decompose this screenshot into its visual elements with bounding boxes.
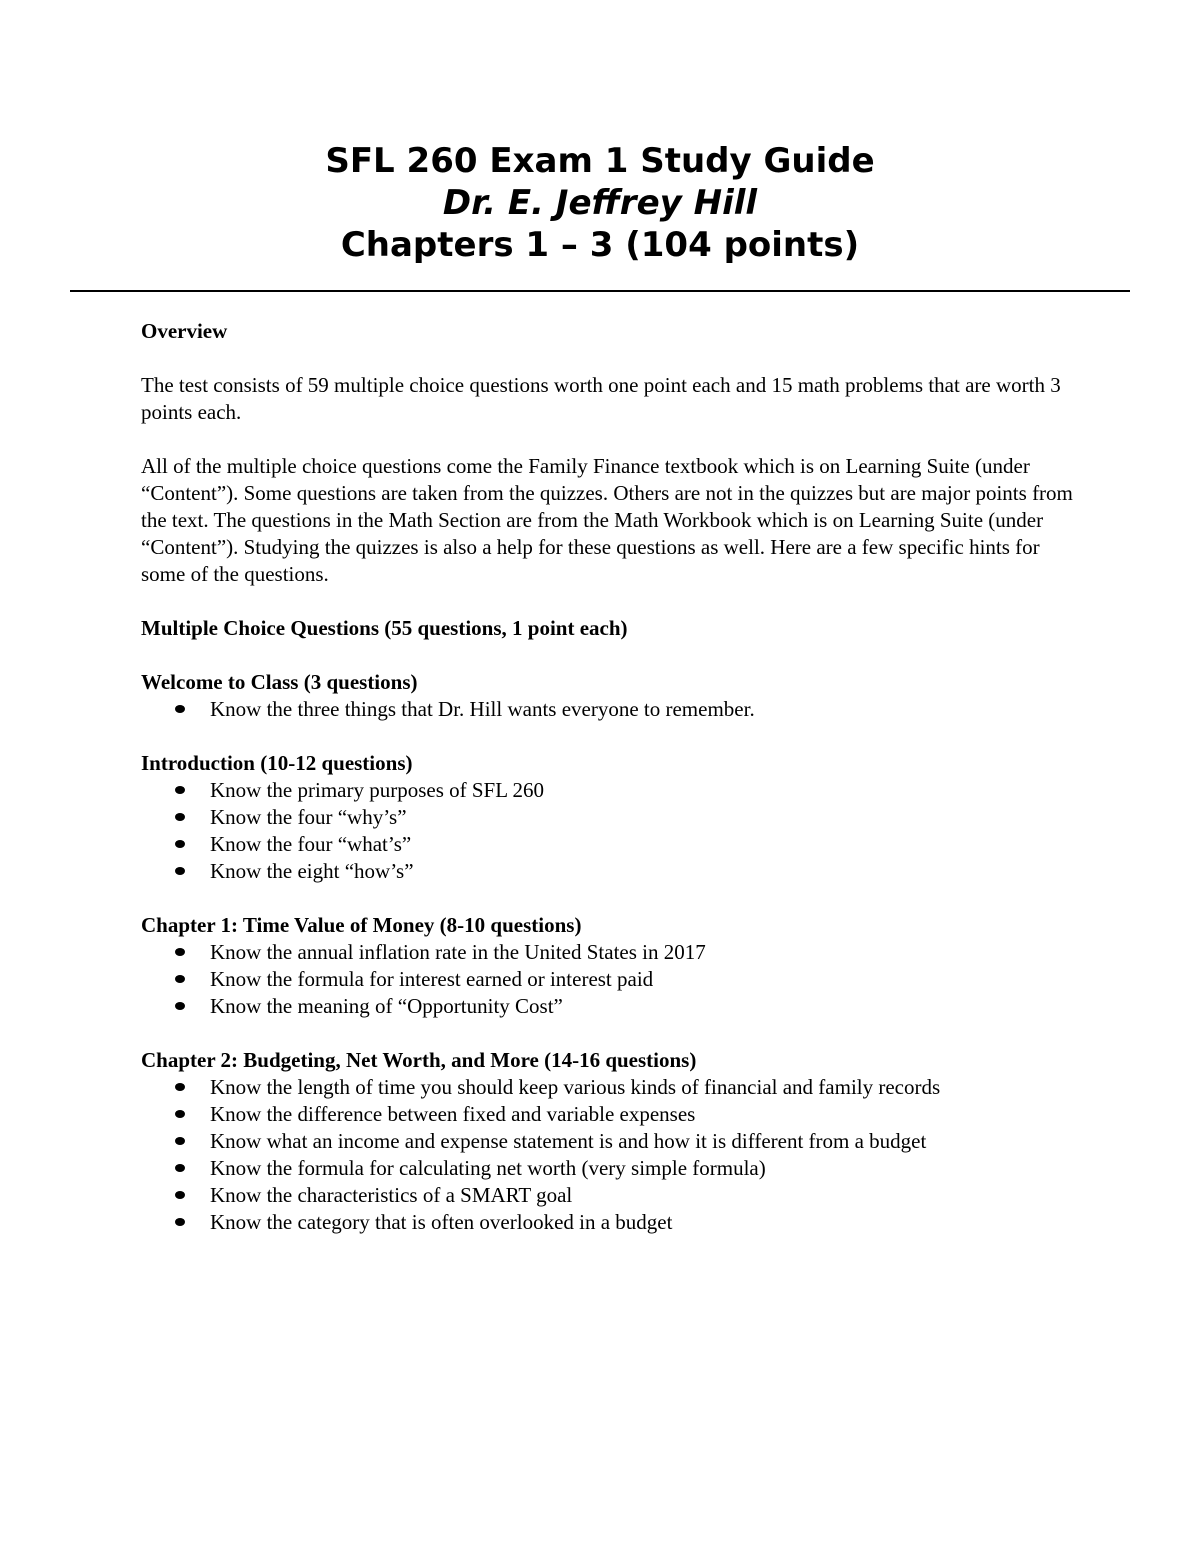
list-item-text: Know the annual inflation rate in the United States in 2017: [210, 940, 706, 964]
list-item: [141, 696, 1081, 723]
list-item: [141, 1155, 1081, 1182]
list-item: [141, 939, 1081, 966]
list-item-text: Know what an income and expense statement is and how it is different from a budget: [210, 1129, 927, 1153]
list-item: [141, 1101, 1081, 1128]
bullet-icon: [175, 1191, 185, 1199]
document-body: [141, 318, 1081, 1263]
topic-section: [141, 750, 1081, 885]
list-item: [141, 966, 1081, 993]
header-divider: [70, 290, 1130, 292]
bullet-icon: [175, 1083, 185, 1091]
section-heading: Chapter 2: Budgeting, Net Worth, and More (14-16 questions): [141, 1048, 697, 1072]
bullet-icon: [175, 948, 185, 956]
list-item-text: Know the eight “how’s”: [210, 859, 414, 883]
list-item-text: Know the length of time you should keep various kinds of financial and family records: [210, 1075, 941, 1099]
list-item: [141, 804, 1081, 831]
list-item-text: Know the primary purposes of SFL 260: [210, 778, 545, 802]
bullet-icon: [175, 1218, 185, 1226]
bullet-list: [141, 939, 1081, 1020]
overview-paragraph-2: All of the multiple choice questions come the Family Finance textbook which is on Learning Suite (under “Content”). Some questions are taken from the quizzes. Others are not in the quizzes but are major points from the text. The questions in the Math Section are from the Math Workbook which is on Learning Suite (under “Content”). Studying the quizzes is also a help for these questions as well. Here are a few specific hints for some of the questions.: [141, 454, 1073, 586]
section-heading: Chapter 1: Time Value of Money (8-10 questions): [141, 913, 582, 937]
list-item-text: Know the category that is often overlooked in a budget: [210, 1210, 673, 1234]
bullet-icon: [175, 840, 185, 848]
list-item: [141, 831, 1081, 858]
bullet-icon: [175, 1164, 185, 1172]
bullet-icon: [175, 975, 185, 983]
bullet-icon: [175, 1002, 185, 1010]
topic-sections: [141, 669, 1081, 1236]
document-header: [0, 140, 1200, 266]
topic-section: [141, 912, 1081, 1020]
topic-section: [141, 1047, 1081, 1236]
list-item: [141, 1074, 1081, 1101]
list-item-text: Know the characteristics of a SMART goal: [210, 1183, 573, 1207]
bullet-icon: [175, 813, 185, 821]
bullet-icon: [175, 867, 185, 875]
document-title: SFL 260 Exam 1 Study Guide: [325, 141, 875, 181]
bullet-icon: [175, 786, 185, 794]
list-item: [141, 1182, 1081, 1209]
section-heading: Welcome to Class (3 questions): [141, 670, 418, 694]
bullet-list: [141, 1074, 1081, 1236]
author-name: Dr. E. Jeffrey Hill: [442, 183, 758, 223]
section-heading: Introduction (10-12 questions): [141, 751, 413, 775]
list-item: [141, 777, 1081, 804]
list-item: [141, 1128, 1081, 1155]
chapters-subtitle: Chapters 1 – 3 (104 points): [340, 225, 860, 265]
bullet-list: [141, 777, 1081, 885]
list-item-text: Know the difference between fixed and variable expenses: [210, 1102, 696, 1126]
bullet-icon: [175, 705, 185, 713]
bullet-list: [141, 696, 1081, 723]
list-item-text: Know the formula for calculating net worth (very simple formula): [210, 1156, 766, 1180]
list-item: [141, 1209, 1081, 1236]
topic-section: [141, 669, 1081, 723]
list-item-text: Know the meaning of “Opportunity Cost”: [210, 994, 563, 1018]
list-item-text: Know the formula for interest earned or interest paid: [210, 967, 654, 991]
bullet-icon: [175, 1137, 185, 1145]
list-item: [141, 993, 1081, 1020]
overview-paragraph-1: The test consists of 59 multiple choice questions worth one point each and 15 math problems that are worth 3 points each.: [141, 373, 1061, 424]
overview-heading: Overview: [141, 319, 228, 343]
list-item-text: Know the four “what’s”: [210, 832, 412, 856]
list-item-text: Know the three things that Dr. Hill wants everyone to remember.: [210, 697, 755, 721]
list-item-text: Know the four “why’s”: [210, 805, 407, 829]
bullet-icon: [175, 1110, 185, 1118]
mcq-heading: Multiple Choice Questions (55 questions, 1 point each): [141, 616, 628, 640]
list-item: [141, 858, 1081, 885]
